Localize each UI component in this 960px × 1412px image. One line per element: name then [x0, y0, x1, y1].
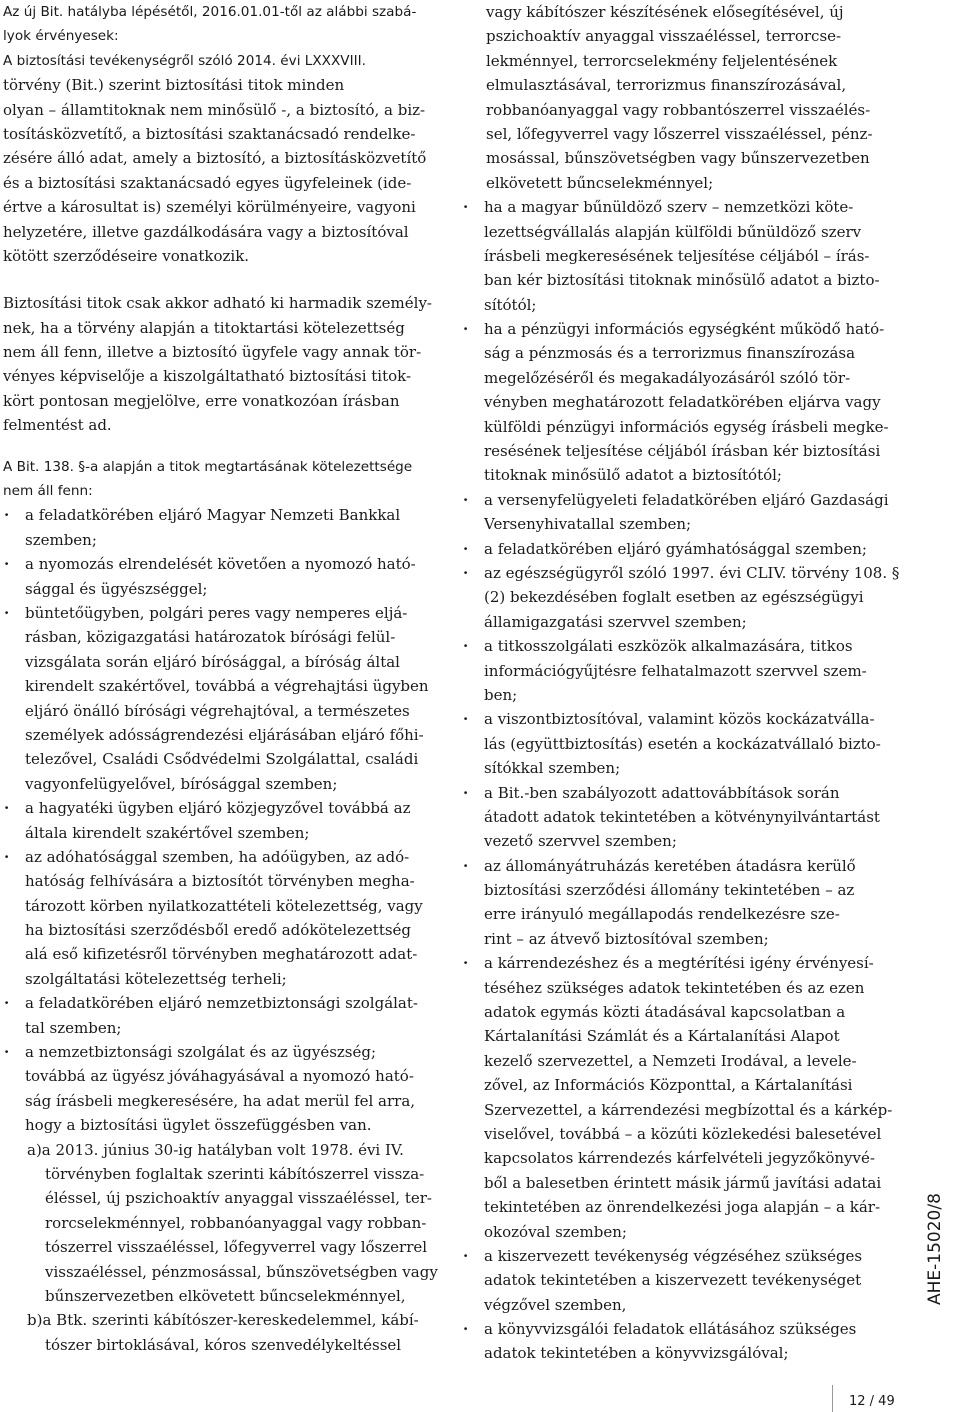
list-item-line: szemben;: [25, 530, 97, 549]
list-item-line: ben;: [484, 685, 518, 704]
list-item: [462, 634, 904, 707]
list-item-line: általa kirendelt szakértővel szemben;: [25, 823, 310, 842]
list-item-line: végzővel szemben,: [484, 1295, 627, 1314]
list-item-line: vagyonfelügyelővel, bírósággal szemben;: [25, 774, 338, 793]
list-item-line: sítókkal szemben;: [484, 759, 621, 778]
list-item-line: · a kiszervezett tevékenység végzéséhez szükséges: [462, 1244, 904, 1268]
bullet-marker: ·: [463, 563, 469, 582]
right-column: [462, 0, 904, 1366]
list-item-line: lás (együttbiztosítás) esetén a kockázatvállaló bizto-: [484, 734, 881, 753]
heading-line: lyok érvényesek:: [3, 28, 119, 45]
paragraph-line: kört pontosan megjelölve, erre vonatkozóan írásban: [3, 391, 400, 410]
continued-sub-item-line: elkövetett bűncselekménnyel;: [486, 173, 714, 192]
list-item: [462, 1244, 904, 1317]
list-item: [462, 707, 904, 780]
list-item: [462, 537, 904, 561]
list-item-line: külföldi pénzügyi információs egység írásbeli megke-: [484, 417, 889, 436]
list-item-line: kirendelt szakértővel, továbbá a végrehajtási ügyben: [25, 677, 429, 696]
list-item-line: biztosítási szerződési állomány tekintetében – az: [484, 881, 855, 900]
list-item-line: ban kér biztosítási titoknak minősülő adatot a bizto-: [484, 271, 880, 290]
bullet-marker: ·: [463, 637, 469, 656]
bullet-marker: ·: [463, 198, 469, 217]
list-item-line: kezelő szervezettel, a Nemzeti Irodával, a levele-: [484, 1051, 857, 1070]
list-item-line: zővel, az Információs Központtal, a Kártalanítási: [484, 1076, 853, 1095]
sub-item-a-line: tószerrel visszaéléssel, lőfegyverrel vagy lőszerrel: [45, 1238, 428, 1257]
paragraph-gap: [3, 438, 435, 455]
list-item-line: rint – az átvevő biztosítóval szemben;: [484, 929, 769, 948]
list-item-line: viselővel, továbbá – a közúti közlekedési balesetével: [484, 1124, 882, 1143]
bullet-marker: ·: [4, 555, 10, 574]
continued-sub-item-line: elmulasztásával, terrorizmus finanszírozásával,: [486, 76, 847, 95]
list-item-line: eljáró önálló bírósági végrehajtóval, a természetes: [25, 701, 410, 720]
list-item: [462, 561, 904, 634]
continued-sub-item-line: lekménnyel, terrorcselekmény feljelentésének: [486, 51, 838, 70]
list-item-line: rásban, közigazgatási határozatok bírósági felül-: [25, 628, 396, 647]
list-item-line: vényben meghatározott feladatkörében eljárva vagy: [484, 393, 881, 412]
list-item-line: · ha a magyar bűnüldöző szerv – nemzetközi köte-: [462, 195, 904, 219]
list-item: [462, 854, 904, 952]
paragraph-line: Biztosítási titok csak akkor adható ki harmadik személy-: [3, 294, 432, 313]
list-item: [3, 1040, 435, 1138]
list-item-line: resésének teljesítése céljából írásban kér biztosítási: [484, 442, 881, 461]
list-item-line: · a versenyfelügyeleti feladatkörében eljáró Gazdasági: [462, 488, 904, 512]
list-item-line: · az állományátruházás keretében átadásra kerülő: [462, 854, 904, 878]
paragraph-line: vényes képviselője a kiszolgáltatható biztosítási titok-: [3, 367, 412, 386]
bullet-marker: ·: [463, 710, 469, 729]
list-item-line: információgyűjtésre felhatalmazott szervvel szem-: [484, 661, 867, 680]
bullet-marker: ·: [4, 506, 10, 525]
list-item-line: lezettségvállalás alapján külföldi bűnüldöző szerv: [484, 222, 862, 241]
list-item-line: vezető szervvel szemben;: [484, 832, 677, 851]
sub-item-b-line: b)a Btk. szerinti kábítószer-kereskedelemmel, kábí-: [27, 1311, 419, 1330]
list-item-line: (2) bekezdésében foglalt esetben az egészségügyi: [484, 588, 864, 607]
list-item-line: hatóság felhívására a biztosítót törvényben megha-: [25, 872, 415, 891]
list-item: [462, 1317, 904, 1366]
list-item-line: vizsgálata során eljáró bírósággal, a bíróság által: [25, 652, 400, 671]
list-item-line: államigazgatási szervvel szemben;: [484, 612, 747, 631]
list-item: [462, 781, 904, 854]
list-item-line: · az adóhatósággal szemben, ha adóügyben, az adó-: [3, 845, 435, 869]
list-item: [3, 601, 435, 796]
sub-item-a-line: visszaéléssel, pénzmosással, bűnszövetségben vagy: [45, 1262, 438, 1281]
paragraph-line: helyzetére, illetve gazdálkodására vagy a biztosítóval: [3, 222, 409, 241]
continued-sub-item-line: mosással, bűnszövetségben vagy bűnszervezetben: [486, 149, 870, 168]
list-item: [462, 951, 904, 1244]
bullet-marker: ·: [463, 1320, 469, 1339]
list-item-line: sággal és ügyészséggel;: [25, 579, 208, 598]
paragraph-line: tosításközvetítő, a biztosítási szaktanácsadó rendelke-: [3, 124, 416, 143]
page-number-divider: [832, 1385, 833, 1412]
paragraph-gap: [3, 268, 435, 291]
list-item-line: · a nyomozás elrendelését követően a nyomozó ható-: [3, 552, 435, 576]
paragraph-line: zésére álló adat, amely a biztosító, a biztosításközvetítő: [3, 149, 427, 168]
sub-item-label: a): [27, 1140, 42, 1159]
list-item-line: írásbeli megkeresésének teljesítése céljából – írás-: [484, 246, 870, 265]
continued-sub-item-line: vagy kábítószer készítésének elősegítésével, új: [486, 3, 844, 21]
list-item: [3, 796, 435, 845]
list-item-line: erre irányuló megállapodás rendelkezésre sze-: [484, 905, 840, 924]
list-item-line: · büntetőügyben, polgári peres vagy nemperes eljá-: [3, 601, 435, 625]
continued-sub-item-line: robbanóanyaggal vagy robbantószerrel visszaélés-: [486, 100, 871, 119]
section-heading: A Bit. 138. §-a alapján a titok megtartásának kötelezettsége: [3, 458, 413, 475]
list-item: [3, 845, 435, 991]
sub-item-a-line: törvényben foglaltak szerinti kábítószerrel vissza-: [45, 1164, 425, 1183]
list-item-line: · a könyvvizsgálói feladatok ellátásához szükséges: [462, 1317, 904, 1341]
list-item-line: ság a pénzmosás és a terrorizmus finanszírozása: [484, 344, 856, 363]
list-item-line: sítótól;: [484, 295, 537, 314]
list-item-line: · a feladatkörében eljáró Magyar Nemzeti Bankkal: [3, 503, 435, 527]
list-item-line: hogy a biztosítási ügylet összefüggésben van.: [25, 1116, 372, 1135]
continued-sub-item-line: sel, lőfegyverrel vagy lőszerrel visszaéléssel, pénz-: [486, 124, 873, 143]
list-item-line: személyek adósságrendezési eljárásában eljáró főhi-: [25, 725, 424, 744]
list-item-line: megelőzéséről és megakadályozásáról szóló tör-: [484, 368, 851, 387]
left-column: [3, 0, 438, 1357]
list-item-line: téséhez szükséges adatok tekintetében és az ezen: [484, 978, 865, 997]
list-item-line: ből a balesetben érintett másik jármű javítási adatai: [484, 1173, 882, 1192]
list-item-line: · a hagyatéki ügyben eljáró közjegyzővel továbbá az: [3, 796, 435, 820]
bullet-marker: ·: [4, 994, 10, 1013]
paragraph-line: felmentést ad.: [3, 416, 112, 435]
sub-item-b-line: tószer birtoklásával, kóros szenvedélykeltéssel: [45, 1335, 402, 1354]
sub-item-a-line: bűnszervezetben elkövetett bűncselekménnyel,: [45, 1286, 406, 1305]
list-item-line: adatok egymás közti átadásával kapcsolatban a: [484, 1003, 846, 1022]
list-item-line: okozóval szemben;: [484, 1222, 627, 1241]
list-item-line: · a kárrendezéshez és a megtérítési igény érvényesí-: [462, 951, 904, 975]
list-item-line: adatok tekintetében a kiszervezett tevékenységet: [484, 1271, 862, 1290]
list-item-line: · az egészségügyről szóló 1997. évi CLIV. törvény 108. §: [462, 561, 904, 585]
heading-line: Az új Bit. hatályba lépésétől, 2016.01.01-től az alábbi szabá-: [3, 4, 417, 20]
list-item-line: Versenyhivatallal szemben;: [484, 515, 692, 534]
list-item-line: Szervezettel, a kárrendezési megbízottal és a kárkép-: [484, 1100, 893, 1119]
list-item-line: tekintetében az önrendelkezési joga alapján – a kár-: [484, 1198, 881, 1217]
list-item-line: Kártalanítási Számlát és a Kártalanítási Alapot: [484, 1027, 840, 1046]
paragraph-line: értve a károsultat is) személyi körülményeire, vagyoni: [3, 198, 416, 217]
list-item-line: · a titkosszolgálati eszközök alkalmazására, titkos: [462, 634, 904, 658]
list-item-line: szolgáltatási kötelezettség terheli;: [25, 969, 287, 988]
list-item: [462, 195, 904, 317]
bullet-marker: ·: [4, 847, 10, 866]
list-item-line: telezővel, Családi Csődvédelmi Szolgálattal, családi: [25, 750, 419, 769]
list-item-line: átadott adatok tekintetében a kötvénynyilvántartást: [484, 807, 880, 826]
list-item-line: · a nemzetbiztonsági szolgálat és az ügyészség;: [3, 1040, 435, 1064]
list-item-line: alá eső kifizetésről törvényben meghatározott adat-: [25, 945, 418, 964]
list-item-line: · a feladatkörében eljáró gyámhatósággal szemben;: [462, 537, 904, 561]
list-item: [3, 991, 435, 1040]
bullet-marker: ·: [463, 783, 469, 802]
bullet-marker: ·: [4, 1043, 10, 1062]
paragraph-line: és a biztosítási szaktanácsadó egyes ügyfeleinek (ide-: [3, 173, 412, 192]
bullet-marker: ·: [463, 539, 469, 558]
heading-line: A biztosítási tevékenységről szóló 2014. évi LXXXVIII.: [3, 52, 366, 69]
list-item-line: továbbá az ügyész jóváhagyásával a nyomozó ható-: [25, 1067, 414, 1086]
paragraph-line: kötött szerződéseire vonatkozik.: [3, 246, 250, 265]
list-item: [3, 552, 435, 601]
list-item-line: · a viszontbiztosítóval, valamint közös kockázatválla-: [462, 707, 904, 731]
list-item-line: kapcsolatos kárrendezés kárfelvételi jegyzőkönyvé-: [484, 1149, 875, 1168]
bullet-marker: ·: [463, 954, 469, 973]
sub-item-a-line: éléssel, új pszichoaktív anyaggal visszaéléssel, ter-: [45, 1189, 432, 1208]
sub-item-label: b): [27, 1311, 43, 1330]
paragraph-line: nem áll fenn, illetve a biztosító ügyfele vagy annak tör-: [3, 343, 422, 362]
continued-sub-item-line: pszichoaktív anyaggal visszaéléssel, terrorcse-: [486, 27, 842, 46]
section-heading: nem áll fenn:: [3, 483, 93, 500]
bullet-marker: ·: [463, 856, 469, 875]
list-item-line: · a Bit.-ben szabályozott adattovábbítások során: [462, 781, 904, 805]
heading-line: törvény (Bit.) szerint biztosítási titok minden: [3, 76, 345, 95]
list-item-line: tal szemben;: [25, 1018, 122, 1037]
list-item-line: · a feladatkörében eljáró nemzetbiztonsági szolgálat-: [3, 991, 435, 1015]
list-item: [462, 317, 904, 488]
list-item: [3, 503, 435, 552]
list-item-line: ha biztosítási szerződésből eredő adókötelezettség: [25, 921, 412, 940]
bullet-marker: ·: [463, 1246, 469, 1265]
paragraph-line: olyan – államtitoknak nem minősülő -, a biztosító, a biz-: [3, 100, 426, 119]
list-item-line: titoknak minősülő adatot a biztosítótól;: [484, 466, 782, 485]
list-item-line: · ha a pénzügyi információs egységként működő ható-: [462, 317, 904, 341]
paragraph-line: nek, ha a törvény alapján a titoktartási kötelezettség: [3, 318, 405, 337]
list-item-line: tározott körben nyilatkozattételi kötelezettség, vagy: [25, 896, 423, 915]
list-item-line: adatok tekintetében a könyvvizsgálóval;: [484, 1344, 789, 1363]
sub-item-a-line: a)a 2013. június 30-ig hatályban volt 1978. évi IV.: [27, 1140, 404, 1159]
page-number: 12 / 49: [849, 1394, 895, 1409]
bullet-marker: ·: [4, 799, 10, 818]
list-item-line: ság írásbeli megkeresésére, ha adat merül fel arra,: [25, 1091, 416, 1110]
bullet-marker: ·: [4, 603, 10, 622]
bullet-marker: ·: [463, 320, 469, 339]
document-code: AHE-15020/8: [925, 1193, 945, 1305]
list-item: [462, 488, 904, 537]
bullet-marker: ·: [463, 490, 469, 509]
sub-item-a-line: rorcselekménnyel, robbanóanyaggal vagy robban-: [45, 1213, 427, 1232]
